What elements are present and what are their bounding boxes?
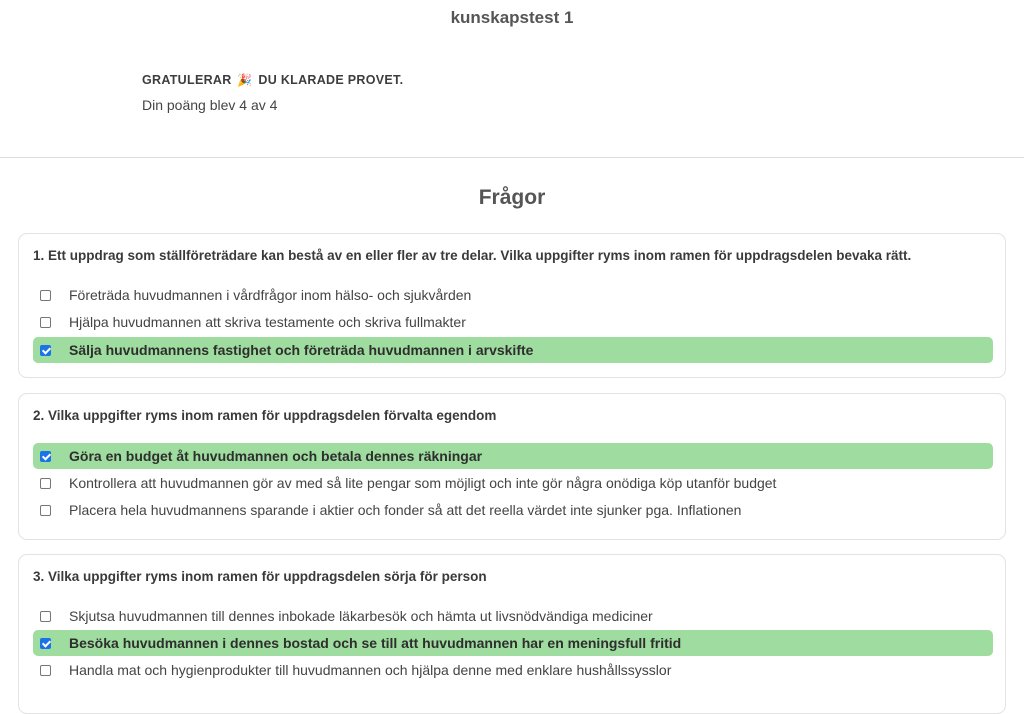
answer-label: Sälja huvudmannens fastighet och företräda huvudmannen i arvskifte [69, 342, 534, 358]
checkbox[interactable] [40, 317, 51, 328]
score-text: Din poäng blev 4 av 4 [142, 97, 278, 113]
answer-option[interactable] [33, 282, 993, 308]
checkbox[interactable] [40, 611, 51, 622]
checkbox[interactable] [40, 451, 51, 462]
question-text: 2. Vilka uppgifter ryms inom ramen för uppdragsdelen förvalta egendom [33, 408, 497, 423]
answer-option[interactable] [33, 630, 993, 656]
checkbox[interactable] [40, 345, 51, 356]
question-card-3 [18, 554, 1006, 714]
result-heading-rest: DU KLARADE PROVET. [258, 73, 404, 87]
checkbox[interactable] [40, 478, 51, 489]
answer-label: Företräda huvudmannen i vårdfrågor inom hälso- och sjukvården [69, 287, 472, 303]
page-title: kunskapstest 1 [450, 8, 574, 27]
answer-label: Kontrollera att huvudmannen gör av med så lite pengar som möjligt och inte gör några onödiga köp utanför budget [69, 475, 777, 491]
question-card-2 [18, 393, 1006, 540]
checkbox[interactable] [40, 290, 51, 301]
party-popper-icon: 🎉 [237, 73, 253, 87]
divider [0, 157, 1024, 158]
answer-option[interactable] [33, 470, 993, 496]
answer-option[interactable] [33, 603, 993, 629]
question-text: 1. Ett uppdrag som ställföreträdare kan bestå av en eller fler av tre delar. Vilka uppgifter ryms inom ramen för uppdragsdelen bevaka rätt. [33, 248, 912, 263]
answer-label: Göra en budget åt huvudmannen och betala dennes räkningar [69, 448, 483, 464]
answer-option[interactable] [33, 443, 993, 469]
question-card-1 [18, 233, 1006, 378]
checkbox[interactable] [40, 665, 51, 676]
result-heading [142, 73, 403, 87]
answer-label: Besöka huvudmannen i dennes bostad och se till att huvudmannen har en meningsfull fritid [69, 635, 682, 651]
checkbox[interactable] [40, 638, 51, 649]
answer-option[interactable] [33, 309, 993, 335]
answer-label: Skjutsa huvudmannen till dennes inbokade läkarbesök och hämta ut livsnödvändiga mediciner [69, 608, 653, 624]
question-text: 3. Vilka uppgifter ryms inom ramen för uppdragsdelen sörja för person [33, 569, 487, 584]
answer-option[interactable] [33, 337, 993, 363]
answer-option[interactable] [33, 657, 993, 683]
answer-label: Handla mat och hygienprodukter till huvudmannen och hjälpa denne med enklare hushållssysslor [69, 662, 672, 678]
answer-label: Placera hela huvudmannens sparande i aktier och fonder så att det reella värdet inte sjunker pga. Inflationen [69, 502, 742, 518]
section-title: Frågor [478, 186, 546, 209]
result-heading-text: GRATULERAR [142, 73, 232, 87]
checkbox[interactable] [40, 505, 51, 516]
answer-label: Hjälpa huvudmannen att skriva testamente och skriva fullmakter [69, 314, 466, 330]
answer-option[interactable] [33, 497, 993, 523]
